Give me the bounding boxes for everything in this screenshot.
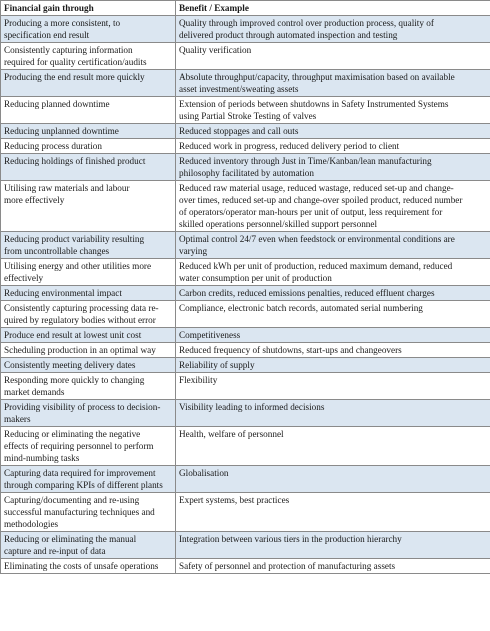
- benefit-example-cell: Health, welfare of personnel: [176, 427, 490, 466]
- table-row: [1, 181, 490, 232]
- table-row: [1, 343, 490, 358]
- financial-gain-cell: Consistently capturing processing data re- quired by regulatory bodies without error: [1, 301, 176, 328]
- financial-gain-cell: Reducing unplanned downtime: [1, 124, 176, 139]
- benefit-example-cell: Carbon credits, reduced emissions penalties, reduced effluent charges: [176, 286, 490, 301]
- table-row: [1, 400, 490, 427]
- benefit-example-cell: Visibility leading to informed decisions: [176, 400, 490, 427]
- table-row: [1, 232, 490, 259]
- financial-gain-cell: Capturing data required for improvement through comparing KPIs of different plants: [1, 466, 176, 493]
- column-header-benefit: Benefit / Example: [176, 1, 490, 16]
- benefit-example-cell: Reduced raw material usage, reduced wastage, reduced set-up and change- over times, reduced set-up and change-over spoiled product, reduced number of operators/operator man-hours per unit of output, less requirement for skilled operations personnel/skilled support personnel: [176, 181, 490, 232]
- benefit-example-cell: Competitiveness: [176, 328, 490, 343]
- table-row: [1, 139, 490, 154]
- benefit-example-cell: Absolute throughput/capacity, throughput maximisation based on available asset investment/sweating assets: [176, 70, 490, 97]
- financial-gain-cell: Reducing or eliminating the manual capture and re-input of data: [1, 532, 176, 559]
- table-row: [1, 124, 490, 139]
- benefit-example-cell: Reduced frequency of shutdowns, start-ups and changeovers: [176, 343, 490, 358]
- column-header-financial-gain: Financial gain through: [1, 1, 176, 16]
- table-row: [1, 43, 490, 70]
- table-row: [1, 70, 490, 97]
- financial-gain-cell: Reducing process duration: [1, 139, 176, 154]
- financial-gain-cell: Produce end result at lowest unit cost: [1, 328, 176, 343]
- financial-gain-cell: Reducing environmental impact: [1, 286, 176, 301]
- financial-gain-cell: Consistently meeting delivery dates: [1, 358, 176, 373]
- table-row: [1, 373, 490, 400]
- benefit-example-cell: Reduced stoppages and call outs: [176, 124, 490, 139]
- financial-gain-cell: Reducing or eliminating the negative effects of requiring personnel to perform mind-numbing tasks: [1, 427, 176, 466]
- table-body: [1, 16, 490, 574]
- table-row: [1, 559, 490, 574]
- table-row: [1, 532, 490, 559]
- benefit-example-cell: Integration between various tiers in the production hierarchy: [176, 532, 490, 559]
- financial-gain-cell: Producing a more consistent, to specification end result: [1, 16, 176, 43]
- table-row: [1, 16, 490, 43]
- benefit-example-cell: Quality through improved control over production process, quality of delivered product through automated inspection and testing: [176, 16, 490, 43]
- benefit-example-cell: Flexibility: [176, 373, 490, 400]
- benefit-example-cell: Reduced work in progress, reduced delivery period to client: [176, 139, 490, 154]
- benefit-example-cell: Expert systems, best practices: [176, 493, 490, 532]
- financial-gain-cell: Utilising energy and other utilities more effectively: [1, 259, 176, 286]
- table-row: [1, 301, 490, 328]
- financial-gain-cell: Reducing planned downtime: [1, 97, 176, 124]
- financial-gain-cell: Scheduling production in an optimal way: [1, 343, 176, 358]
- financial-gain-cell: Consistently capturing information required for quality certification/audits: [1, 43, 176, 70]
- table-row: [1, 493, 490, 532]
- table-row: [1, 358, 490, 373]
- benefit-example-cell: Extension of periods between shutdowns in Safety Instrumented Systems using Partial Stroke Testing of valves: [176, 97, 490, 124]
- table-row: [1, 427, 490, 466]
- benefit-example-cell: Globalisation: [176, 466, 490, 493]
- benefit-example-cell: Quality verification: [176, 43, 490, 70]
- benefit-example-cell: Safety of personnel and protection of manufacturing assets: [176, 559, 490, 574]
- financial-gain-cell: Reducing product variability resulting from uncontrollable changes: [1, 232, 176, 259]
- financial-gain-cell: Producing the end result more quickly: [1, 70, 176, 97]
- table-row: [1, 286, 490, 301]
- financial-gain-cell: Providing visibility of process to decision- makers: [1, 400, 176, 427]
- benefit-example-cell: Compliance, electronic batch records, automated serial numbering: [176, 301, 490, 328]
- table-row: [1, 97, 490, 124]
- table-header-row: [1, 1, 490, 16]
- financial-gain-cell: Utilising raw materials and labour more effectively: [1, 181, 176, 232]
- financial-gain-cell: Responding more quickly to changing market demands: [1, 373, 176, 400]
- benefit-example-cell: Reliability of supply: [176, 358, 490, 373]
- benefit-example-cell: Reduced kWh per unit of production, reduced maximum demand, reduced water consumption per unit of production: [176, 259, 490, 286]
- table-row: [1, 328, 490, 343]
- table-row: [1, 259, 490, 286]
- financial-gain-cell: Eliminating the costs of unsafe operations: [1, 559, 176, 574]
- table-row: [1, 154, 490, 181]
- table-row: [1, 466, 490, 493]
- financial-gain-cell: Capturing/documenting and re-using successful manufacturing techniques and methodologies: [1, 493, 176, 532]
- benefit-example-cell: Reduced inventory through Just in Time/Kanban/lean manufacturing philosophy facilitated by automation: [176, 154, 490, 181]
- financial-gain-cell: Reducing holdings of finished product: [1, 154, 176, 181]
- benefit-example-cell: Optimal control 24/7 even when feedstock or environmental conditions are varying: [176, 232, 490, 259]
